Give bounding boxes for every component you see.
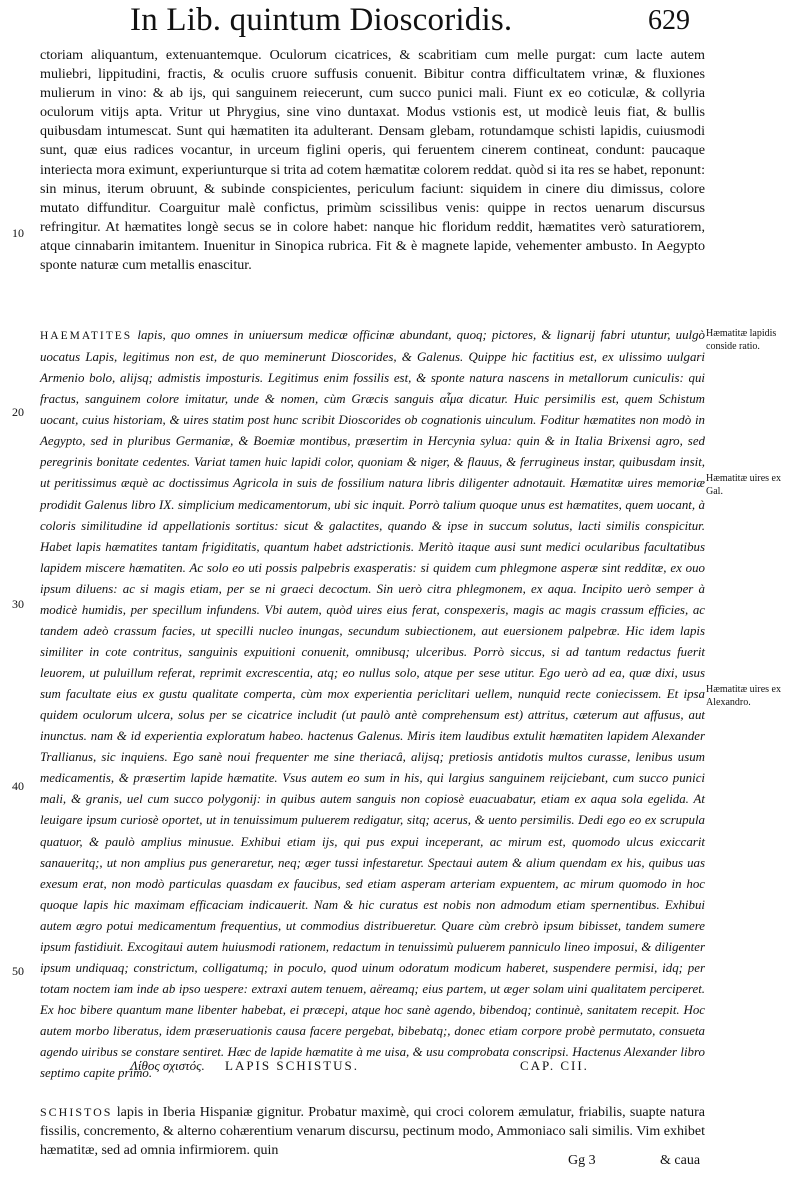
catchword: & caua bbox=[660, 1153, 701, 1168]
margin-note: Hæmatitæ lapidis conside ratio. bbox=[706, 328, 777, 352]
line-number: 50 bbox=[12, 964, 24, 978]
commentary-body: lapis, quo omnes in uniuersum medicæ officinæ abundant, quoq; pictores, & lignarij fabri utuntur, uulgò uocatus Lapis, legitimus non est, de quo meminerunt Dioscorides, & Galenus. Quippe hic factitius est, ex ulissimo uulgari Armenio bolo, alijsq; admistis imposturis. Legitimus enim fossilis est, & sponte natura nascens in metallorum cuniculis: qui fractus, sanguinem colore imitatur, unde & nomen, cùm Græcis sanguis αἷμα dicatur. Huic persimilis est, quem Schistum uocant, cuius historiam, & uires statim post hunc scribit Dioscorides ob cognationis uinculum. Foditur hæmatites non modò in Aegypto, sed in pluribus Germaniæ, & Boemiæ montibus, præsertim in Hercynia sylua: quin & in Italia Brixensi agro, sed peregrinis bonitate cedentes. Variat tamen huic lapidi color, quoniam & niger, & flauus, & ferrugineus instar, quibusdam insit, ut peritissimus æquè ac doctissimus Agricola in suis de fossilium natura libris diligenter adnotauit. Hæmatitæ uires memoriæ prodidit Galenus libro IX. simplicium medicamentorum, ubi sic inquit. Porrò talium quoque unus est hæmatites, quem uocant, à coloris similitudine id appellationis sortitus: sicut & galactites, quando & ipse in succum solutus, lacti similis conspicitur. Habet lapis hæmatites tantam frigiditatis, quantum habet adstrictionis. Meritò itaque ausi sunt medici ocularibus facultatibus lapidem miscere hæmatiten. Ac solo eo uti possis palpebris exasperatis: si quidem cum phlegmone asperæ sint redditæ, ex ouo ipsum diluens: ac si magis etiam, per se ni graeci decoctum. Sin uerò citra phlegmonem, ex aqua. Incipito uerò semper à modicè humidis, per specillum infundens. Vbi autem, quòd uires eius ferat, conspexeris, magis ac magis crassum efficies, ac tandem adeò crassum facies, ut specilli nucleo inungas, secundum subiectionem, aut euersionem palpebræ. Hic idem lapis similiter in cote contritus, sanguinis expuitioni conuenit, omnibusq; ulceribus. Porrò siccus, si ad tantum redactus fuerit leuorem, ut puluillum referat, reprimit excrescentia, atq; eo nullus solo, atque per sese utitur. Ego uerò ad ea, quæ dixi, usus sum facultate eius ex gustu qualitate comperta, cùm mox experientia periclitari uellem, nunquid recte coniecissem. Et ipsa quidem oculorum ulcera, solus per se cicatrice includit (ut paulò antè comprehensum est) attritus, cæterum aut affusus, aut inunctus. nam & id experientia exploratum habeo. hactenus Galenus. Miris item laudibus extulit hæmatiten lapidem Alexander Trallianus, sic inquiens. Ego sanè noui frequenter me sine theriacâ, alijsq; pretiosis antidotis multos curasse, lenibus usum medicamentis, & præsertim lapide hæmatite. Vsus autem eo sum in his, qui largius sanguinem reijciebant, cum succo punici mali, & granis, uel cum succo polygonij: in quibus autem sanguis non copiosè euacuabatur, etiam ex aqua sola egelida. At leuigare ipsum curiosè oportet, ut in tenuissimum puluerem redigatur, sitq; acerus, & uento persimilis. Dedi ego eo ex scrupula quatuor, & paulò amplius minusue. Exhibui etiam ijs, qui pus expui inceperant, ac mirum est, quomodo ulcus exiccarit sanaueritq;, ut non amplius pus generaretur, neq; æger tussi infestaretur. Spectaui autem & alium quendam ex his, quibus uas exesum erat, non modò particulas quasdam ex faucibus, sed etiam asperam arteriam expuentem, ac mirum quomodo in hoc quoque lapis hic maximam efficaciam indicauerit. Nam & hic curatus est nobis non admodum etiam spernentibus. Exhibui autem ægro potui medicamentum frequentius, ut commodius distribueretur. Quare cùm crebrò ipsum bibisset, tandem sumere ipsum fastidiuit. Excogitaui autem huiusmodi rationem, redactum in tenuissimù puluerem panniculo lineo imposui, & diligenter ipsum undiquaq; constrictum, colligatumq; in poculo, quod uinum odoratum modicum haberet, suspendere permisi, idq; per totam noctem iam inde ab ipso uespere: extraxi autem tenuem, aëreamq; eius partem, ut æger solam uini qualitatem perciperet. Ex hoc bibere quantum mane libenter habebat, ei præcepi, atque hoc sanè agendo, bibendoq; continuè, sanitatem recepit. Hoc autem morbo liberatus, idem præseruationis causa facere pergebat, bibebatq;, donec etiam corpore probè permutato, consueta agendo uiribus se constare sentiret. Hæc de lapide hæmatite à me uisa, & usu comprobata conscripsi. Hactenus Alexander libro septimo capite primo. bbox=[40, 328, 705, 1081]
margin-note: Hæmatitæ uires ex Gal. bbox=[706, 473, 781, 497]
chapter-number: CAP. CII. bbox=[520, 1058, 589, 1073]
greek-title: Λίθος σχιστός. bbox=[130, 1058, 205, 1073]
schistus-lead-word: SCHISTOS bbox=[40, 1105, 113, 1119]
page-number: 629 bbox=[648, 5, 690, 36]
latin-title: LAPIS SCHISTUS. bbox=[225, 1058, 360, 1073]
margin-note: Hæmatitæ uires ex Alexandro. bbox=[706, 684, 781, 708]
commentary-lead-word: HAEMATITES bbox=[40, 330, 133, 342]
dioscorides-text bbox=[40, 46, 705, 275]
signature-mark: Gg 3 bbox=[568, 1153, 596, 1168]
chapter-heading bbox=[130, 1058, 710, 1080]
running-title: In Lib. quintum Dioscoridis. bbox=[130, 2, 513, 38]
schistus-body: lapis in Iberia Hispaniæ gignitur. Probatur maximè, qui croci colorem æmulatur, friabilis, suapte natura fissilis, concremento, & alterno cohærentium venarum discursu, pectinum modo, Ammoniaco sali similis. Vim exhibet hæmatitæ, sed ad omnia infirmiorem. quin bbox=[40, 1105, 705, 1159]
schistus-paragraph bbox=[40, 1103, 705, 1161]
page-header bbox=[130, 2, 690, 42]
line-number: 30 bbox=[12, 597, 24, 611]
commentary-text bbox=[40, 325, 705, 1084]
commentary-paragraph bbox=[40, 325, 705, 1084]
line-number: 10 bbox=[12, 226, 24, 240]
dioscorides-paragraph: ctoriam aliquantum, extenuantemque. Oculorum cicatrices, & scabritiam cum melle purgat: cum lacte autem muliebri, lippitudini, fractis, & oculis cruore suffusis conuenit. Bibitur contra difficultatem vrinæ, & fluxiones mulierum in vino: & ab ijs, qui sanguinem reiecerunt, cum succo punici mali. Fiunt ex eo coticulæ, & collyria oculorum vitijs apta. Vritur ut Phrygius, sine vino duntaxat. Modus vstionis est, ut modicè leuis fiat, & bullis quibusdam intumescat. Sunt qui hæmatiten ita adulterant. Densam glebam, rotundamque schisti lapidis, cuiusmodi sunt, quæ eius radices vocantur, in urceum figlini operis, qui feruentem cinerem contineat, condunt: paucaque interiecta mora eximunt, experiunturque si trita ad cotem hæmatitæ colorem reddat. quòd si ita res se habet, reponunt: sin minus, iterum obruunt, & subinde conspicientes, periculum faciunt: siquidem in cinere diu dimissus, colore mutato diffunditur. Coarguitur malè confictus, primùm scissilibus venis: quippe in rectos uenarum discursus refringitur. At hæmatites longè secus se in colore habet: nanque hic floridum reddit, hæmatites verò saturatiorem, atque cinnabarin imitantem. Inuenitur in Sinopica rubrica. Fit & è magnete lapide, vehementer ambusto. In Aegypto sponte naturæ cum metallis enascitur. bbox=[40, 47, 705, 274]
line-number: 40 bbox=[12, 779, 24, 793]
schistus-text bbox=[40, 1103, 705, 1161]
line-number: 20 bbox=[12, 405, 24, 419]
